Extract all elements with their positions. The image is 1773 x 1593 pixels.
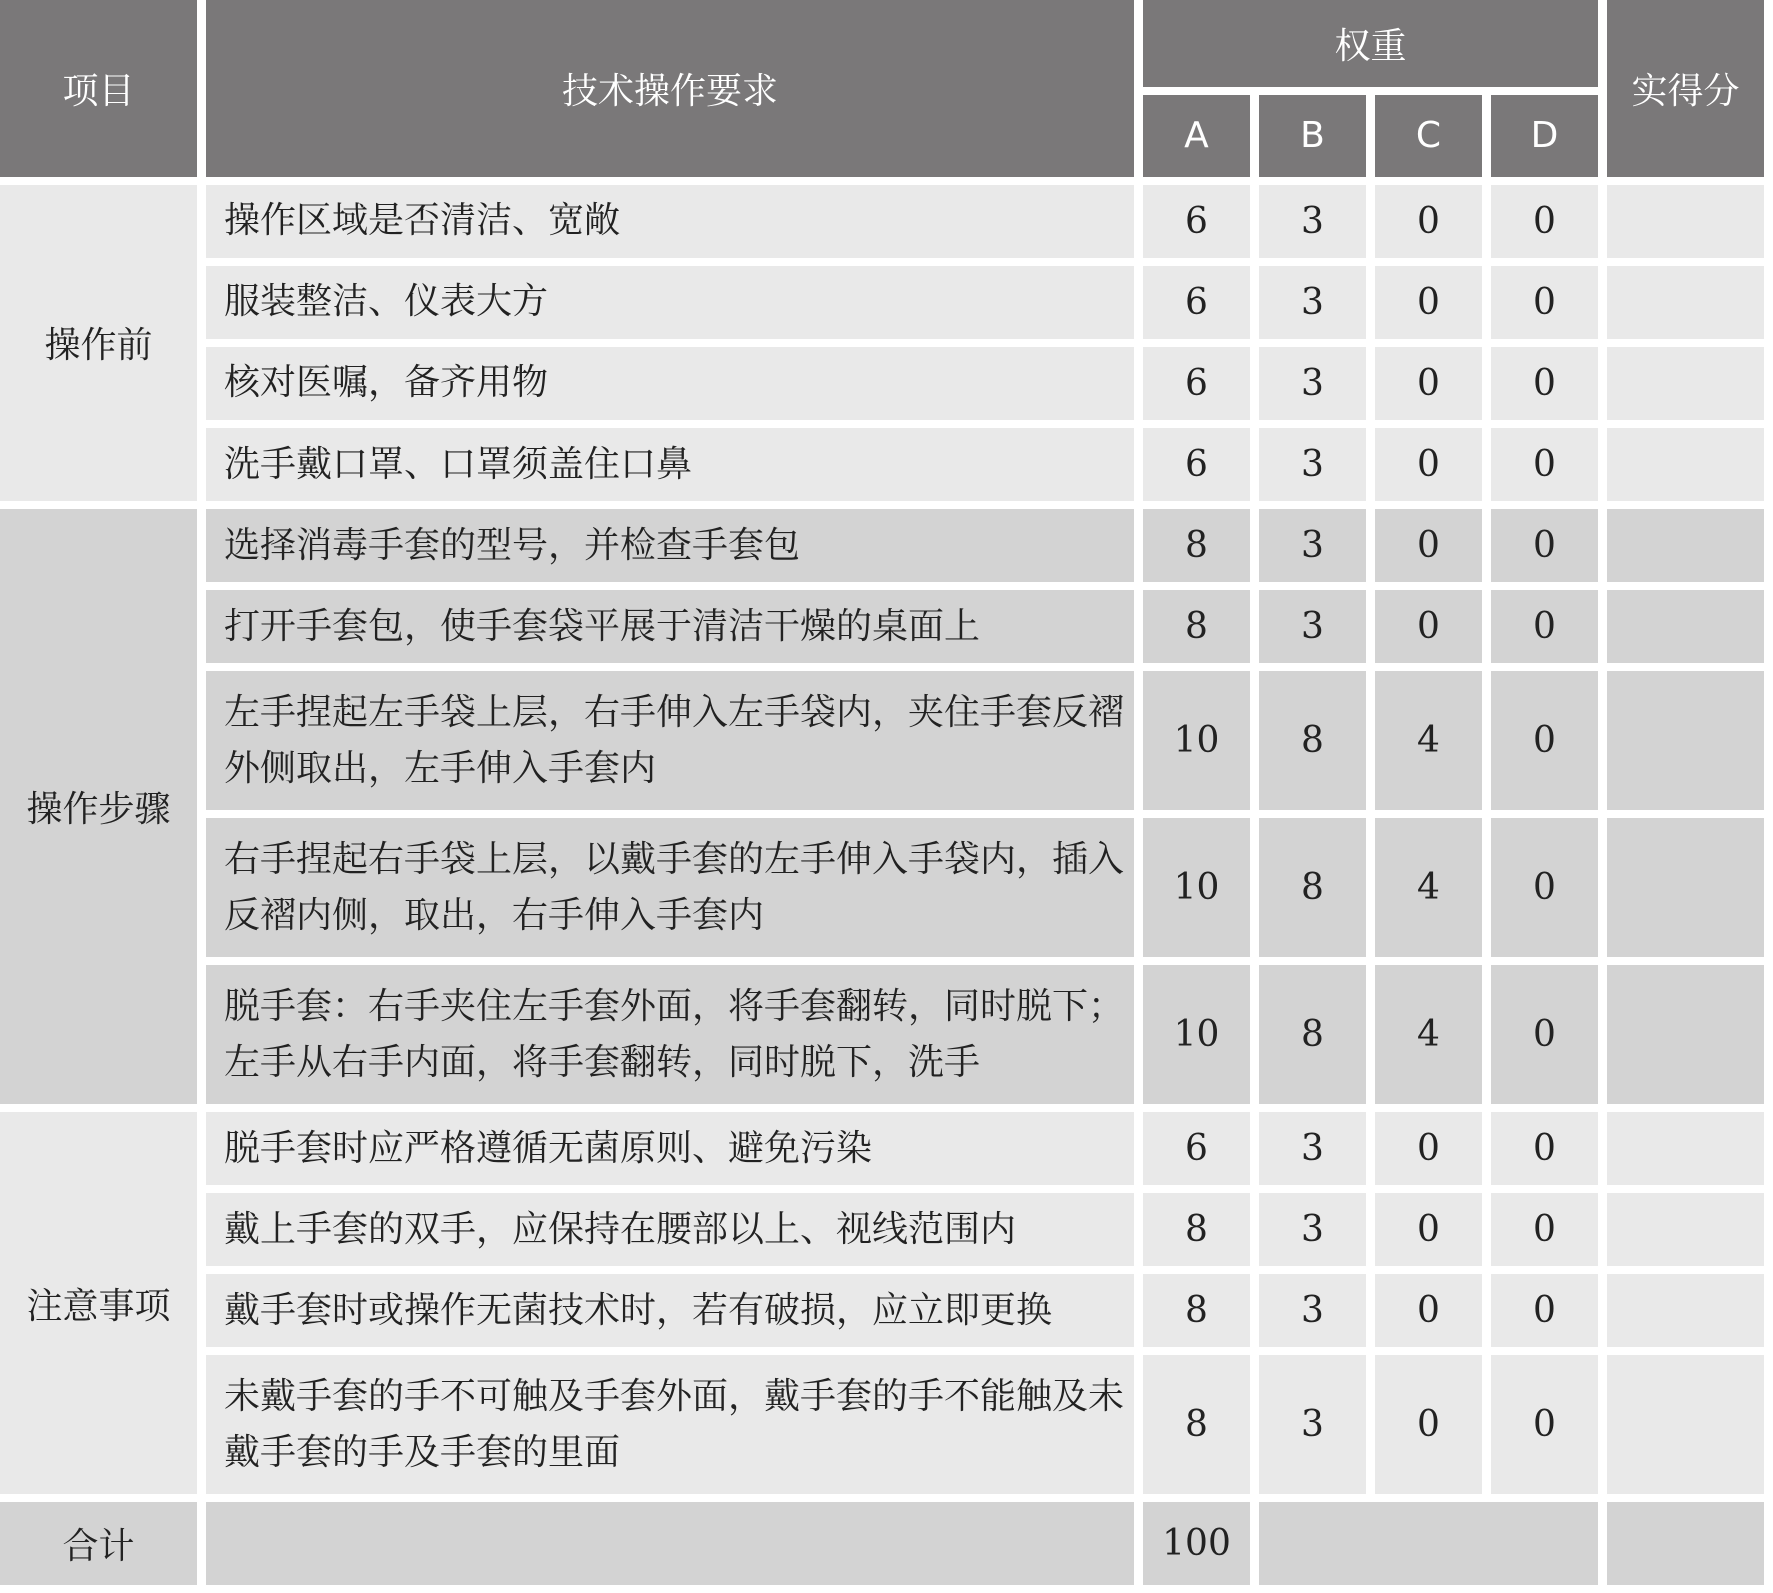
- requirement-cell: 未戴手套的手不可触及手套外面，戴手套的手不能触及未戴手套的手及手套的里面: [206, 1355, 1134, 1494]
- weight-c: 4: [1375, 818, 1482, 957]
- table-row: [0, 818, 1764, 957]
- requirement-cell: 服装整洁、仪表大方: [206, 266, 1134, 339]
- weight-b: 3: [1259, 1355, 1366, 1494]
- table-row: [0, 266, 1764, 339]
- score-cell[interactable]: [1607, 590, 1764, 663]
- score-cell[interactable]: [1607, 347, 1764, 420]
- header-grade-c: C: [1375, 95, 1482, 177]
- section-label: 注意事项: [0, 1112, 197, 1494]
- section-label: 操作前: [0, 185, 197, 502]
- requirement-cell: 洗手戴口罩、口罩须盖住口鼻: [206, 428, 1134, 501]
- header-grade-b: B: [1259, 95, 1366, 177]
- requirement-cell: 脱手套时应严格遵循无菌原则、避免污染: [206, 1112, 1134, 1185]
- requirement-cell: 选择消毒手套的型号，并检查手套包: [206, 509, 1134, 582]
- score-cell[interactable]: [1607, 1274, 1764, 1347]
- weight-a: 6: [1143, 347, 1250, 420]
- header-requirement: 技术操作要求: [206, 0, 1134, 177]
- table-row: [0, 347, 1764, 420]
- total-weight-a: 100: [1143, 1502, 1250, 1585]
- weight-a: 6: [1143, 185, 1250, 258]
- weight-c: 4: [1375, 965, 1482, 1104]
- requirement-cell: 脱手套：右手夹住左手套外面，将手套翻转，同时脱下；左手从右手内面，将手套翻转，同时脱下，洗手: [206, 965, 1134, 1104]
- weight-a: 10: [1143, 818, 1250, 957]
- weight-a: 10: [1143, 671, 1250, 810]
- requirement-cell: 操作区域是否清洁、宽敞: [206, 185, 1134, 258]
- score-cell[interactable]: [1607, 266, 1764, 339]
- weight-c: 0: [1375, 1274, 1482, 1347]
- weight-b: 3: [1259, 185, 1366, 258]
- weight-c: 0: [1375, 509, 1482, 582]
- weight-b: 3: [1259, 509, 1366, 582]
- weight-c: 0: [1375, 428, 1482, 501]
- weight-a: 8: [1143, 1193, 1250, 1266]
- weight-d: 0: [1491, 1274, 1598, 1347]
- weight-a: 8: [1143, 1274, 1250, 1347]
- score-cell[interactable]: [1607, 965, 1764, 1104]
- weight-b: 3: [1259, 347, 1366, 420]
- header-grade-a: A: [1143, 95, 1250, 177]
- requirement-cell: 核对医嘱，备齐用物: [206, 347, 1134, 420]
- header-item: 项目: [0, 0, 197, 177]
- weight-c: 0: [1375, 1355, 1482, 1494]
- table-row: [0, 1193, 1764, 1266]
- table-row: [0, 965, 1764, 1104]
- weight-b: 3: [1259, 1112, 1366, 1185]
- weight-b: 3: [1259, 1274, 1366, 1347]
- requirement-cell: 左手捏起左手袋上层，右手伸入左手袋内，夹住手套反褶外侧取出，左手伸入手套内: [206, 671, 1134, 810]
- table-row: [0, 1112, 1764, 1185]
- weight-b: 8: [1259, 965, 1366, 1104]
- table-row: [0, 509, 1764, 582]
- weight-d: 0: [1491, 185, 1598, 258]
- total-score-cell[interactable]: [1607, 1502, 1764, 1585]
- weight-b: 8: [1259, 671, 1366, 810]
- weight-c: 0: [1375, 266, 1482, 339]
- header-weight: 权重: [1143, 0, 1598, 87]
- score-cell[interactable]: [1607, 1355, 1764, 1494]
- weight-c: 0: [1375, 590, 1482, 663]
- weight-b: 3: [1259, 428, 1366, 501]
- total-requirement-empty: [206, 1502, 1134, 1585]
- header-score: 实得分: [1607, 0, 1764, 177]
- weight-a: 6: [1143, 1112, 1250, 1185]
- table-row: [0, 590, 1764, 663]
- weight-a: 6: [1143, 266, 1250, 339]
- score-cell[interactable]: [1607, 1112, 1764, 1185]
- table-row: [0, 185, 1764, 258]
- section-label: 操作步骤: [0, 509, 197, 1104]
- weight-b: 8: [1259, 818, 1366, 957]
- weight-d: 0: [1491, 509, 1598, 582]
- score-cell[interactable]: [1607, 1193, 1764, 1266]
- table-row: [0, 428, 1764, 501]
- weight-b: 3: [1259, 590, 1366, 663]
- weight-d: 0: [1491, 1193, 1598, 1266]
- weight-d: 0: [1491, 590, 1598, 663]
- total-weight-bcd-empty: [1259, 1502, 1598, 1585]
- weight-c: 0: [1375, 347, 1482, 420]
- weight-c: 4: [1375, 671, 1482, 810]
- weight-d: 0: [1491, 671, 1598, 810]
- requirement-cell: 戴手套时或操作无菌技术时，若有破损，应立即更换: [206, 1274, 1134, 1347]
- table-row: [0, 671, 1764, 810]
- weight-b: 3: [1259, 1193, 1366, 1266]
- total-row: [0, 1502, 1764, 1585]
- weight-a: 6: [1143, 428, 1250, 501]
- requirement-cell: 右手捏起右手袋上层，以戴手套的左手伸入手袋内，插入反褶内侧，取出，右手伸入手套内: [206, 818, 1134, 957]
- score-cell[interactable]: [1607, 185, 1764, 258]
- weight-a: 10: [1143, 965, 1250, 1104]
- weight-d: 0: [1491, 428, 1598, 501]
- score-cell[interactable]: [1607, 509, 1764, 582]
- weight-d: 0: [1491, 1112, 1598, 1185]
- table-row: [0, 1274, 1764, 1347]
- weight-d: 0: [1491, 1355, 1598, 1494]
- weight-a: 8: [1143, 1355, 1250, 1494]
- total-label: 合计: [0, 1502, 197, 1585]
- weight-d: 0: [1491, 965, 1598, 1104]
- weight-d: 0: [1491, 818, 1598, 957]
- weight-a: 8: [1143, 590, 1250, 663]
- weight-a: 8: [1143, 509, 1250, 582]
- weight-b: 3: [1259, 266, 1366, 339]
- score-cell[interactable]: [1607, 818, 1764, 957]
- weight-d: 0: [1491, 347, 1598, 420]
- table-row: [0, 1355, 1764, 1494]
- header-grade-d: D: [1491, 95, 1598, 177]
- weight-c: 0: [1375, 1193, 1482, 1266]
- score-cell[interactable]: [1607, 428, 1764, 501]
- score-cell[interactable]: [1607, 671, 1764, 810]
- requirement-cell: 打开手套包，使手套袋平展于清洁干燥的桌面上: [206, 590, 1134, 663]
- weight-d: 0: [1491, 266, 1598, 339]
- weight-c: 0: [1375, 185, 1482, 258]
- requirement-cell: 戴上手套的双手，应保持在腰部以上、视线范围内: [206, 1193, 1134, 1266]
- weight-c: 0: [1375, 1112, 1482, 1185]
